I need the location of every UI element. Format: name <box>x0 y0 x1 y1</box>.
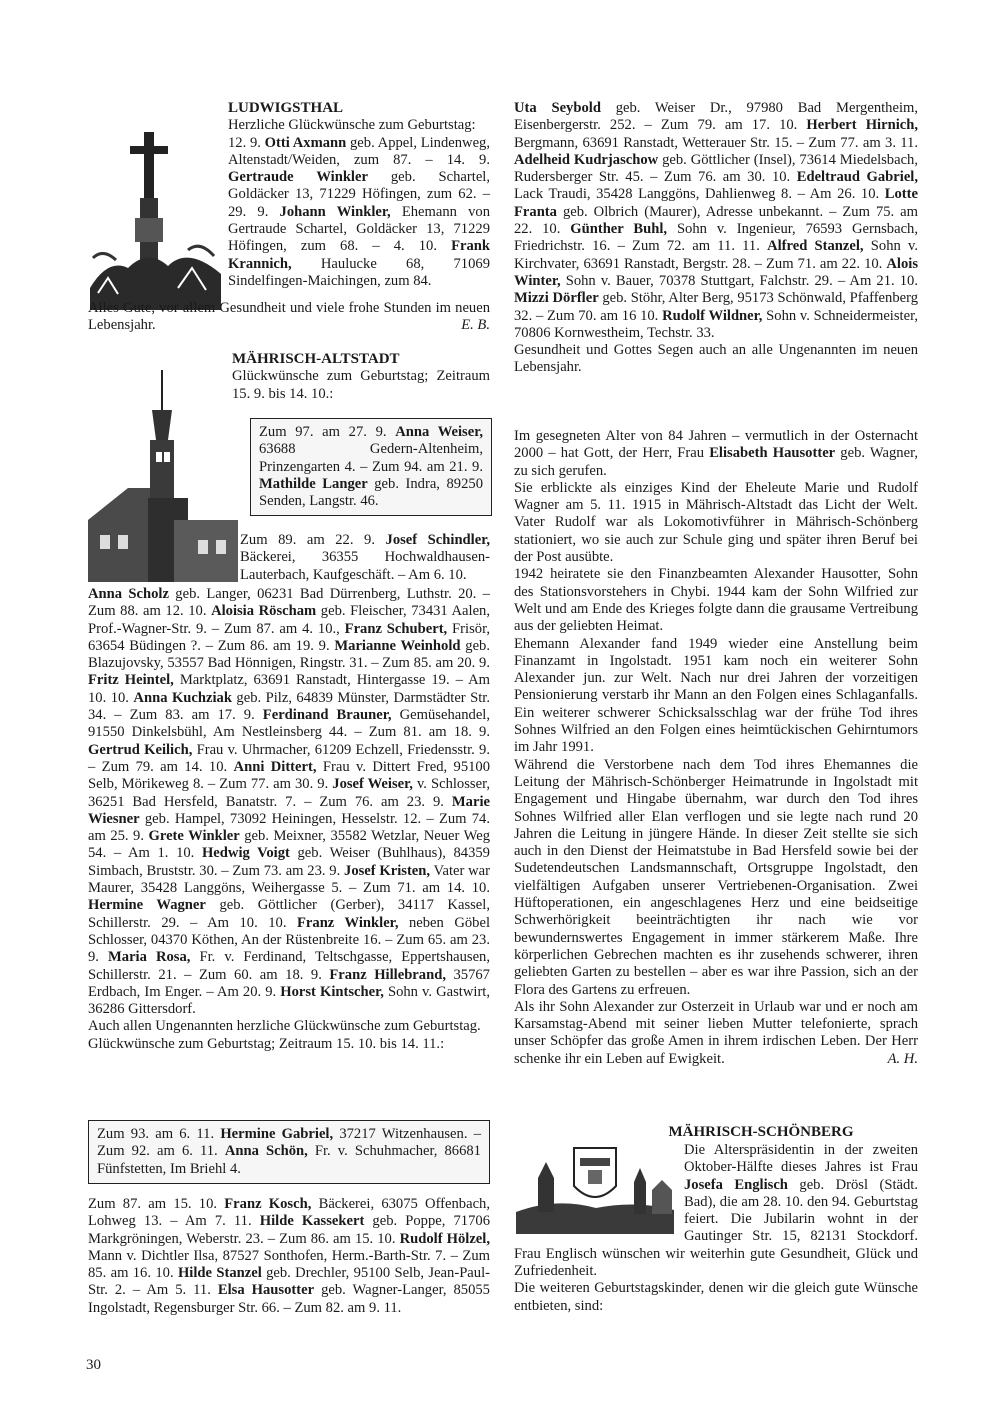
altstadt-ungenannt: Auch allen Ungenannten herzliche Glückwünsche zum Geburtstag. <box>88 1018 481 1035</box>
schoenberg-heading: MÄHRISCH-SCHÖNBERG <box>668 1124 854 1140</box>
right-closing: Gesundheit und Gottes Segen auch an alle Ungenannten im neuen Lebensjahr. <box>514 342 918 376</box>
ludwigsthal-section <box>228 100 490 290</box>
altstadt-entries-2: Zum 87. am 15. 10. Franz Kosch, Bäckerei, 63075 Offenbach, Lohweg 13. – Am 7. 11. Hilde Kassekert geb. Poppe, 71706 Markgröningen, Weberstr. 23. – Zum 86. am 15. 10. Rudolf Hölzel, Mann v. Dichtler Ilsa, 87527 Sonthofen, Herm.-Barth-Str. 7. – Zum 85. am 16. 10. Hilde Stanzel geb. Drechler, 95100 Selb, Jean-Paul-Str. 2. – Am 5. 11. Elsa Hausotter geb. Wagner-Langer, 85055 Ingolstadt, Regensburger Str. 66. – Zum 82. am 9. 11. <box>88 1196 490 1316</box>
obituary-section: Im gesegneten Alter von 84 Jahren – vermutlich in der Osternacht 2000 – hat Gott, der Herr, Frau Elisabeth Hausotter geb. Wagner, zu sich gerufen. Sie erblickte als einziges Kind der Eheleute Marie und Rudolf Wagner am 5. 11. 1915 in Mährisch-Altstadt das Licht der Welt. Vater Rudolf war als Lokomotivführer in Mährisch-Schönberg stationiert, wo sie auch zur Schule ging und später ihren Beruf bei der Post ausübte. 1942 heiratete sie den Finanzbeamten Alexander Hausotter, Sohn des Stationsvorstehers in Chybi. 1944 kam der Sohn Wilfried zur Welt und am Ende des Krieges folgte dann die grausame Vertreibung aus der geliebten Heimat. Ehemann Alexander fand 1949 wieder eine Anstellung beim Finanzamt in Ingolstadt. 1951 kam noch ein weiterer Sohn Alexander jun. zur Welt. Nach nur drei Jahren der vorzeitigen Pensionierung verstarb ihr Mann an den Folgen eines Schlaganfalls. Ein weiterer schwerer Schicksalsschlag war der frühe Tod ihres Sohnes Wilfried an den Folgen eines heimtückischen Gehirntumors im Jahr 1991. Während die Verstorbene nach dem Tod ihres Ehemannes die Leitung der Mährisch-Schönberger Heimatrunde in Ingolstadt mit Engagement und Hingabe übernahm, war durch den Tod ihres Sohnes Wilfried aller Elan verflogen und sie legte nach rund 20 Jahren die Leitung in jüngere Hände. In dieser Zeit stellte sie sich auch in den Dienst der Heimatstube in Bad Hersfeld sowie bei der Sudetendeutschen Landsmannschaft, Ortsgruppe Ingolstadt, den vielfältigen Aufgaben unserer Vertriebenen-Organisation. Zwei Hüftoperationen, ein angeschlagenes Herz und eine beidseitige Schwerhörigkeit beeinträchtigten ihr nach wie vor bewundernswertes Engagement in immer stärkerem Maße. Ihre körperlichen Gebrechen machten es ihr zusehends schwerer, ihren geliebten Garten zu bestellen – aber es war ihre Passion, sich an der Flora des Gartens zu erfreuen. Als ihr Sohn Alexander zur Osterzeit in Urlaub war und er noch am Karsamstag-Abend mit seiner lieben Mutter telefonierte, sprach unser Schöpfer das große Amen in ihrem irdischen Leben. Der Herr schenke ihr ein Leben auf Ewigkeit. A. H. <box>514 428 918 1067</box>
ludwigsthal-signature: E. B. <box>461 317 490 334</box>
ludwigsthal-intro: Herzliche Glückwünsche zum Geburtstag: <box>228 117 476 134</box>
altstadt-highlight-box: Zum 97. am 27. 9. Anna Weiser, 63688 Gedern-Altenheim, Prinzengarten 4. – Zum 94. am 21. 9. Mathilde Langer geb. Indra, 89250 Senden, Langstr. 46. <box>250 418 492 516</box>
right-entries: Uta Seybold geb. Weiser Dr., 97980 Bad Mergentheim, Eisenbergerstr. 252. – Zum 79. am 17. 10. Herbert Hirnich, Bergmann, 63691 Ranstadt, Wetterauer Str. 15. – Zum 77. am 3. 11. Adelheid Kudrjaschow geb. Göttlicher (Insel), 73614 Miedelsbach, Rudersberger Str. 45. – Zum 76. am 30. 10. Edeltraud Gabriel, Lack Traudi, 35428 Langgöns, Dahlienweg 8. – Am 26. 10. Lotte Franta geb. Olbrich (Maurer), Adresse unbekannt. – Zum 75. am 22. 10. Günther Buhl, Sohn v. Ingenieur, 76593 Gernsbach, Friedrichstr. 16. – Zum 72. am 11. 11. Alfred Stanzel, Sohn v. Kirchvater, 63691 Ranstadt, Bergstr. 28. – Zum 71. am 22. 10. Alois Winter, Sohn v. Bauer, 70378 Stuttgart, Falchstr. 29. – Am 21. 10. Mizzi Dörfler geb. Stöhr, Alter Berg, 95173 Schönwald, Pfaffenberg 32. – Zum 70. am 16 10. Rudolf Wildner, Sohn v. Schneidermeister, 70806 Kornwestheim, Techstr. 33. Gesundheit und Gottes Segen auch an alle Ungenannten im neuen Lebensjahr. <box>514 100 918 376</box>
altstadt-entries: Anna Scholz geb. Langer, 06231 Bad Dürrenberg, Luthstr. 20. – Zum 88. am 12. 10. Aloisia Röscham geb. Fleischer, 73431 Aalen, Prof.-Wagner-Str. 9. – Zum 87. am 4. 10., Franz Schubert, Frisör, 63654 Büdingen ?. – Zum 86. am 19. 9. Marianne Weinhold geb. Blazujovsky, 53557 Bad Hönnigen, Ringstr. 31. – Zum 85. am 20. 9. Fritz Heintel, Marktplatz, 63691 Ranstadt, Hintergasse 19. – Am 10. 10. Anna Kuchziak geb. Pilz, 64839 Münster, Darmstädter Str. 34. – Zum 83. am 17. 9. Ferdinand Brauner, Gemüsehandel, 91550 Dinkelsbühl, Am Nestleinsberg 44. – Zum 81. am 18. 9. Gertrud Keilich, Frau v. Uhrmacher, 61209 Echzell, Friedensstr. 9. – Zum 79. am 14. 10. Anni Dittert, Frau v. Dittert Fred, 95100 Selb, Mörikeweg 8. – Zum 77. am 30. 9. Josef Weiser, v. Schlosser, 36251 Bad Hersfeld, Banatstr. 7. – Zum 76. am 23. 9. Marie Wiesner geb. Hampel, 73092 Heiningen, Hesselstr. 12. – Zum 74. am 25. 9. Grete Winkler geb. Meixner, 35582 Wetzlar, Neuer Weg 54. – Am 1. 10. Hedwig Voigt geb. Weiser (Buhlhaus), 84359 Simbach, Bruststr. 30. – Zum 73. am 23. 9. Josef Kristen, Vater war Maurer, 35428 Langgöns, Weihergasse 5. – Zum 71. am 14. 10. Hermine Wagner geb. Göttlicher (Gerber), 34117 Kassel, Schillerstr. 29. – Am 10. 10. Franz Winkler, neben Göbel Schlosser, 04370 Köthen, An der Rüstenbreite 16. – Zum 65. am 23. 9. Maria Rosa, Fr. v. Ferdinand, Teltschgasse, Eppertshausen, Schillerstr. 21. – Zum 60. am 18. 9. Franz Hillebrand, 35767 Erdbach, Im Enger. – Am 20. 9. Horst Kintscher, Sohn v. Gastwirt, 36286 Gittersdorf. Auch allen Ungenannten herzliche Glückwünsche zum Geburtstag. Glückwünsche zum Geburtstag; Zeitraum 15. 10. bis 14. 11.: <box>88 586 491 1052</box>
schoenberg-text: Die Alterspräsidentin in der zweiten Oktober-Hälfte dieses Jahres ist Frau Josefa Englisch geb. Drösl (Städt. Bad), die am 28. 10. den 94. Geburtstag feiert. Die Jubilarin wohnt in der Gautinger Str. 15, 82131 Stockdorf. Frau Englisch wünschen wir weiterhin gute Gesundheit, Glück und Zufriedenheit. Die weiteren Geburtstagskinder, denen wir die gleich gute Wünsche entbieten, sind: <box>514 1142 918 1314</box>
ludwigsthal-entries: 12. 9. Otti Axmann geb. Appel, Lindenweg, Altenstadt/Weiden, zum 87. – 14. 9. Gertraude Winkler geb. Schartel, Goldäcker 13, 71229 Höfingen, zum 62. – 29. 9. Johann Winkler, Ehemann von Gertraude Schartel, Goldäcker 13, 71229 Höfingen, zum 68. – 4. 10. Frank Krannich, Haulucke 68, 71069 Sindelfingen-Maichingen, zum 84. <box>228 134 491 289</box>
obituary-signature: A. H. <box>887 1050 918 1067</box>
church-tower-icon <box>88 370 238 582</box>
altstadt-header <box>232 351 490 403</box>
schoenberg-heading-wrap <box>514 1124 918 1141</box>
altstadt-intro: Glückwünsche zum Geburtstag; Zeitraum 15. 9. bis 14. 10.: <box>232 368 490 402</box>
altstadt-heading: MÄHRISCH-ALTSTADT <box>232 351 400 367</box>
cross-monument-icon <box>88 118 223 310</box>
altstadt-highlight-box-2: Zum 93. am 6. 11. Hermine Gabriel, 37217 Witzenhausen. – Zum 92. am 6. 11. Anna Schön, Fr. v. Schuhmacher, 86681 Fünfstetten, Im Briehl 4. <box>88 1120 490 1184</box>
ludwigsthal-closing: Alles Gute, vor allem Gesundheit und viele frohe Stunden im neuen Lebensjahr. E. B. <box>88 300 490 334</box>
ludwigsthal-heading: LUDWIGSTHAL <box>228 100 344 116</box>
page-number: 30 <box>86 1357 101 1373</box>
altstadt-entries-top: Zum 89. am 22. 9. Josef Schindler, Bäckerei, 36355 Hochwaldhausen-Lauterbach, Kaufgeschäft. – Am 6. 10. <box>240 532 490 583</box>
altstadt-intro2: Glückwünsche zum Geburtstag; Zeitraum 15. 10. bis 14. 11.: <box>88 1035 445 1052</box>
